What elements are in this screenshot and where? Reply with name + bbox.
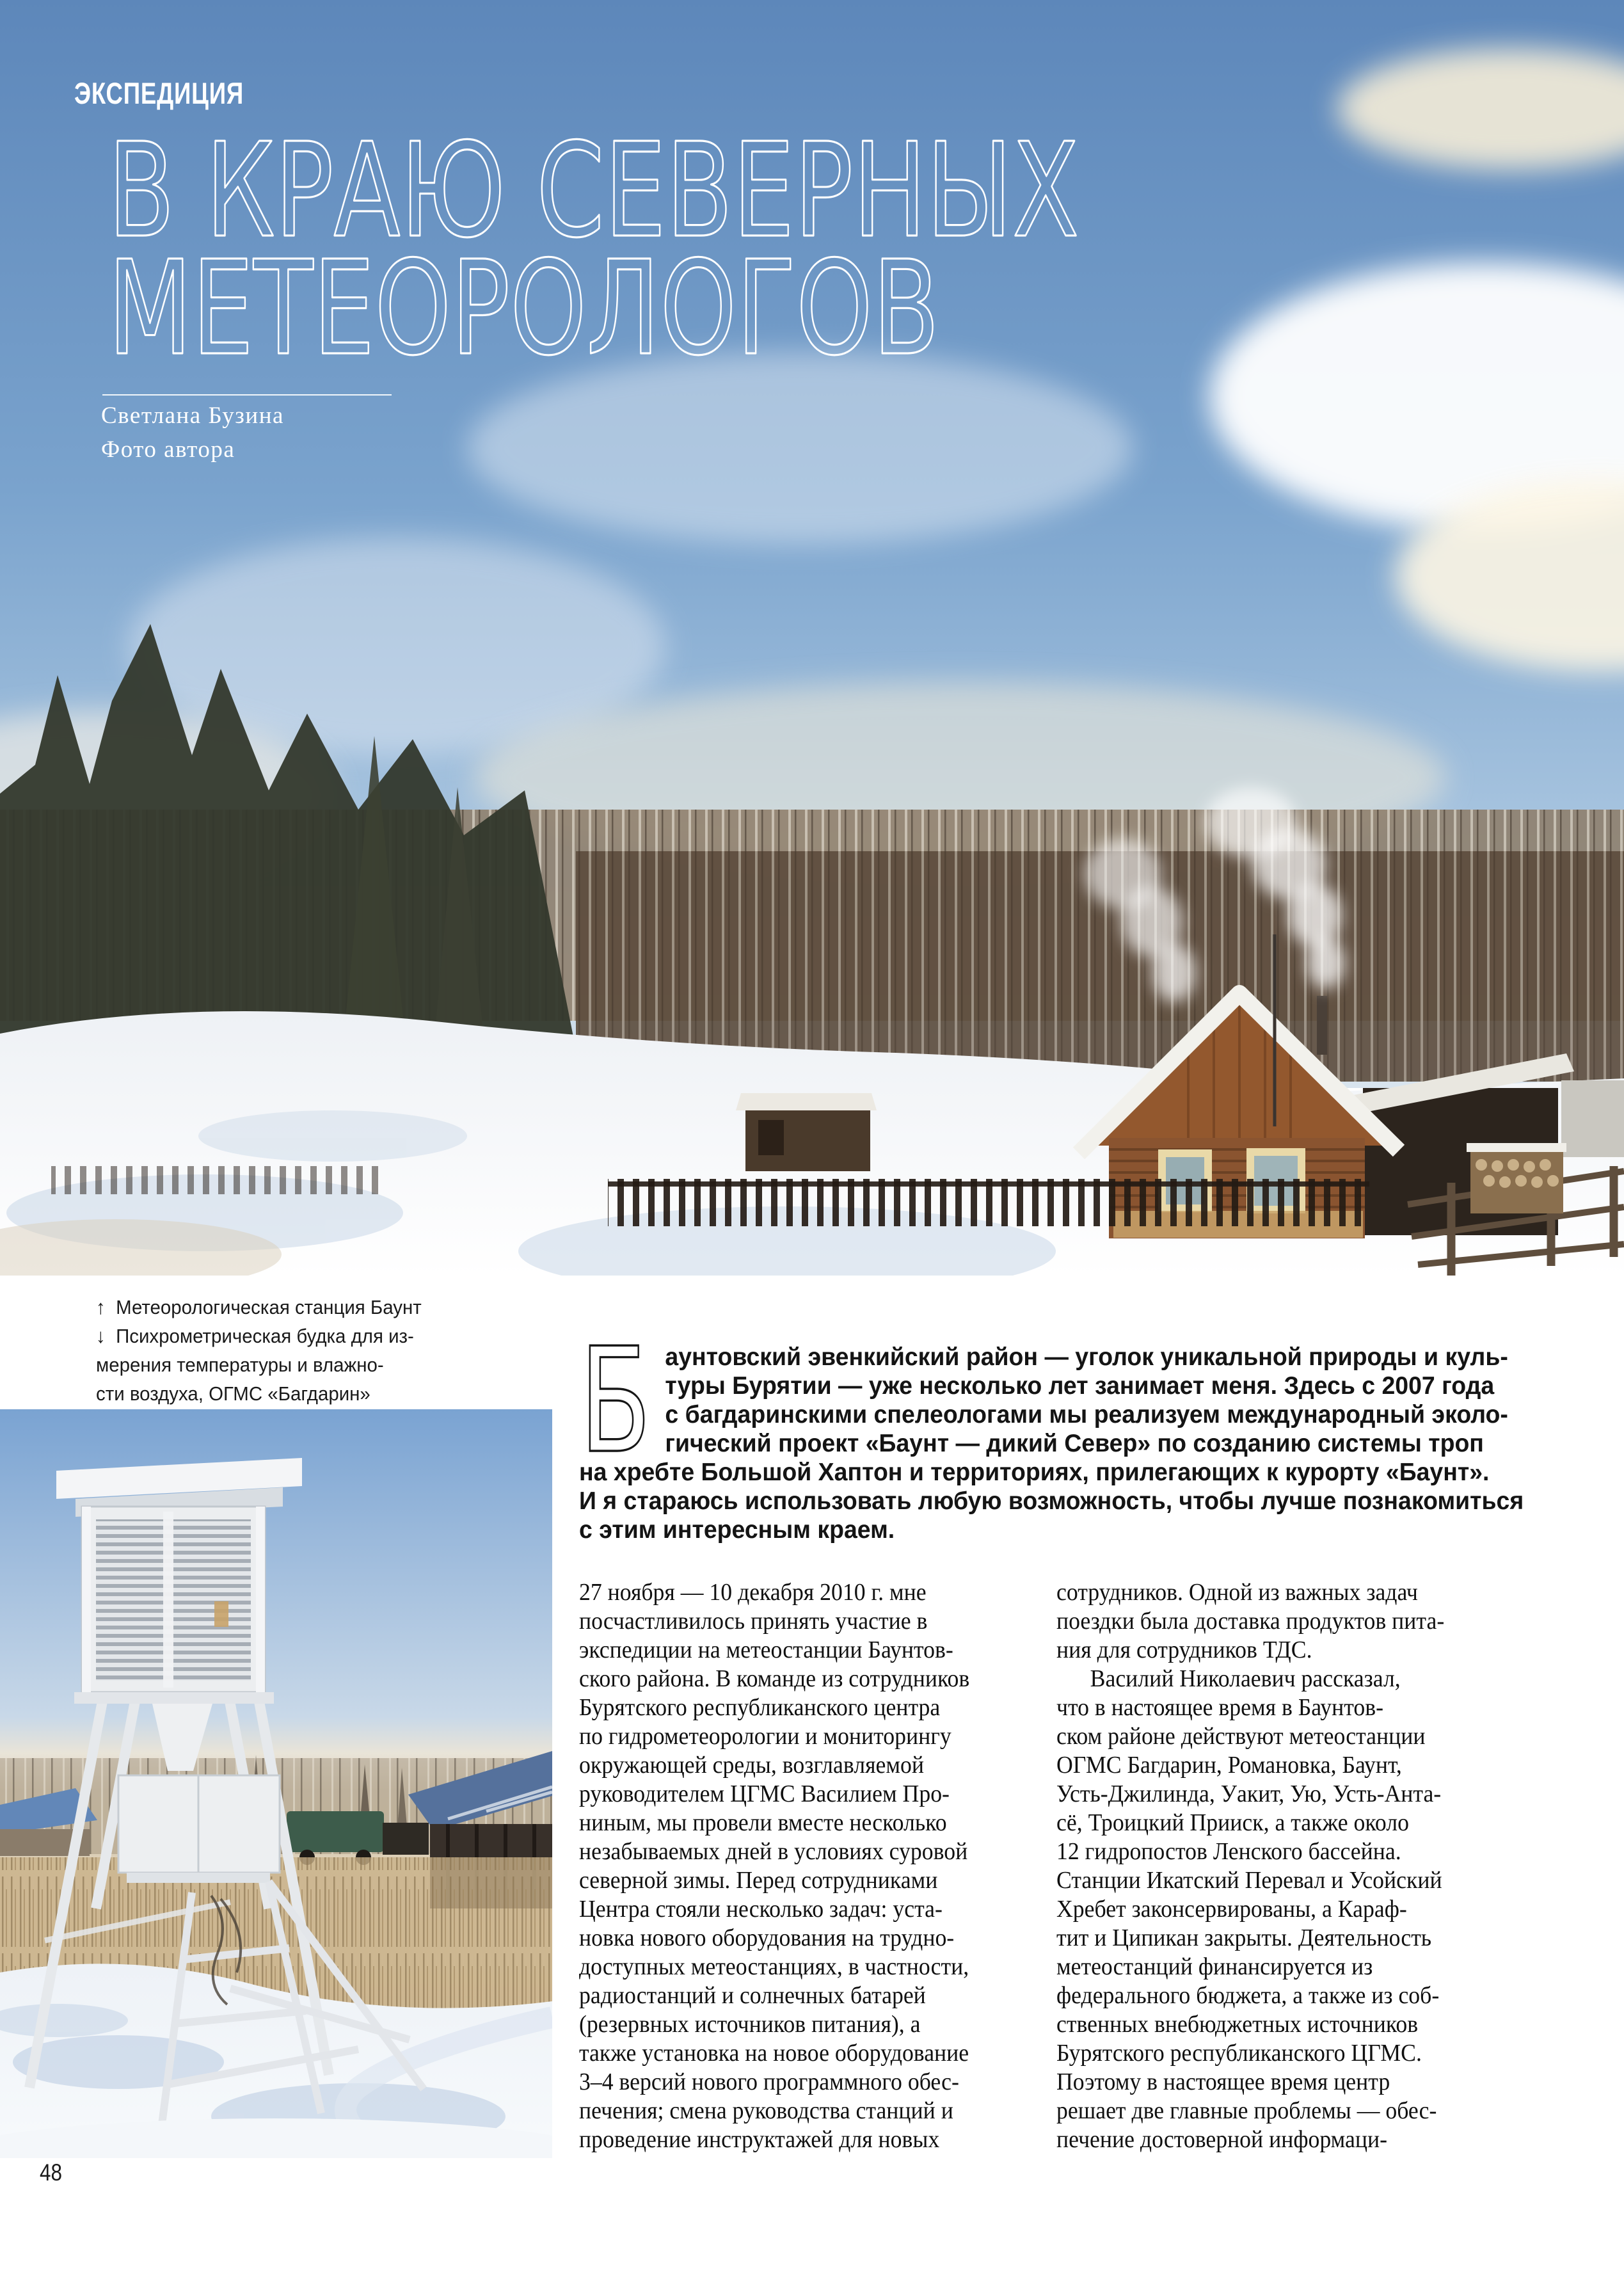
body-line: тит и Ципикан закрыты. Деятельность	[1056, 1924, 1432, 1951]
lede-line: гический проект «Баунт — дикий Север» по созданию системы троп	[665, 1430, 1484, 1457]
body-line: сотрудников. Одной из важных задач	[1056, 1579, 1418, 1606]
body-line: решает две главные проблемы — обес-	[1056, 2097, 1437, 2124]
body-line: что в настоящее время в Баунтов-	[1056, 1694, 1384, 1721]
body-line: Хребет законсервированы, а Караф-	[1056, 1896, 1407, 1923]
caption-line: мерения температуры и влажно-	[96, 1354, 384, 1376]
lede-line: туры Бурятии — уже несколько лет занимает меня. Здесь с 2007 года	[665, 1372, 1495, 1400]
lede-line: И я стараюсь использовать любую возможность, чтобы лучше познакомиться	[579, 1487, 1524, 1515]
body-line: 27 ноября — 10 декабря 2010 г. мне	[579, 1579, 927, 1606]
lede-line: с багдаринскими спелеологами мы реализуем международный эколо-	[665, 1401, 1508, 1428]
body-line: доступных метеостанциях, в частности,	[579, 1953, 969, 1980]
body-line: печения; смена руководства станций и	[579, 2097, 953, 2124]
body-line: радиостанций и солнечных батарей	[579, 1982, 926, 2009]
body-line: Станции Икатский Перевал и Усойский	[1056, 1867, 1442, 1894]
body-line: ского района. В команде из сотрудников	[579, 1665, 970, 1692]
kicker: ЭКСПЕДИЦИЯ	[74, 76, 244, 110]
byline	[101, 399, 284, 467]
lede-paragraph	[579, 1343, 1568, 1544]
caption-line: ↑ Метеорологическая станция Баунт	[96, 1296, 422, 1318]
lede-line: на хребте Большой Хаптон и территориях, прилегающих к курорту «Баунт».	[579, 1459, 1490, 1486]
body-line: экспедиции на метеостанции Баунтов-	[579, 1636, 953, 1663]
body-line: ниным, мы провели вместе несколько	[579, 1809, 947, 1836]
body-line: северной зимы. Перед сотрудниками	[579, 1867, 938, 1894]
small-hut	[736, 1093, 877, 1171]
title-line-1: В КРАЮ СЕВЕРНЫХ	[107, 115, 1079, 267]
lede-line: аунтовский эвенкийский район — уголок уникальной природы и куль-	[665, 1343, 1508, 1371]
body-line: также установка на новое оборудование	[579, 2040, 969, 2067]
body-line: новка нового оборудования на трудно-	[579, 1924, 955, 1951]
body-line: по гидрометеорологии и мониторингу	[579, 1723, 951, 1750]
body-line: печение достоверной информаци-	[1056, 2126, 1387, 2153]
page-number: 48	[40, 2159, 62, 2186]
body-line: окружающей среды, возглавляемой	[579, 1752, 924, 1779]
body-line: незабываемых дней в условиях суровой	[579, 1838, 968, 1865]
photo-captions	[96, 1293, 454, 1408]
byline-author: Светлана Бузина	[101, 403, 284, 429]
chimney	[1317, 996, 1327, 1055]
body-line: Поэтому в настоящее время центр	[1056, 2068, 1390, 2095]
byline-rule	[102, 394, 392, 396]
body-line: ственных внебюджетных источников	[1056, 2011, 1419, 2038]
body-line: посчастливилось принять участие в	[579, 1608, 928, 1635]
body-line: 3–4 версий нового программного обес-	[579, 2068, 959, 2095]
body-line: Василий Николаевич рассказал,	[1090, 1665, 1401, 1692]
article-column-right	[1056, 1578, 1536, 2154]
body-line: Усть-Джилинда, Уакит, Ую, Усть-Анта-	[1056, 1780, 1442, 1807]
body-line: сё, Троицкий Прииск, а также около	[1056, 1809, 1409, 1836]
caption-line: сти воздуха, ОГМС «Багдарин»	[96, 1382, 370, 1405]
lede-line: с этим интересным краем.	[579, 1516, 895, 1544]
woodpile	[1467, 1143, 1566, 1213]
body-line: ском районе действуют метеостанции	[1056, 1723, 1426, 1750]
body-line: руководителем ЦГМС Василием Про-	[579, 1780, 950, 1807]
body-line: ОГМС Багдарин, Романовка, Баунт,	[1056, 1752, 1402, 1779]
body-line: Бурятского республиканского центра	[579, 1694, 941, 1721]
body-line: федерального бюджета, а также из соб-	[1056, 1982, 1440, 2009]
inset-photo	[0, 1409, 552, 2158]
title-line-2: МЕТЕОРОЛОГОВ	[107, 233, 940, 385]
caption-line: ↓ Психрометрическая будка для из-	[96, 1325, 414, 1347]
body-line: проведение инструктажей для новых	[579, 2126, 940, 2153]
body-line: (резервных источников питания), а	[579, 2011, 921, 2038]
body-line: Бурятского республиканского ЦГМС.	[1056, 2040, 1422, 2067]
body-line: 12 гидропостов Ленского бассейна.	[1056, 1838, 1401, 1865]
dropcap-letter: Б	[579, 1339, 651, 1464]
body-line: ния для сотрудников ТДС.	[1056, 1636, 1312, 1663]
body-line: Центра стояли несколько задач: уста-	[579, 1896, 943, 1923]
page-title	[0, 0, 1624, 461]
body-line: метеостанций финансируется из	[1056, 1953, 1373, 1980]
body-line: поездки была доставка продуктов пита-	[1056, 1608, 1445, 1635]
article-column-left	[579, 1578, 1059, 2154]
byline-credit: Фото автора	[101, 436, 235, 463]
